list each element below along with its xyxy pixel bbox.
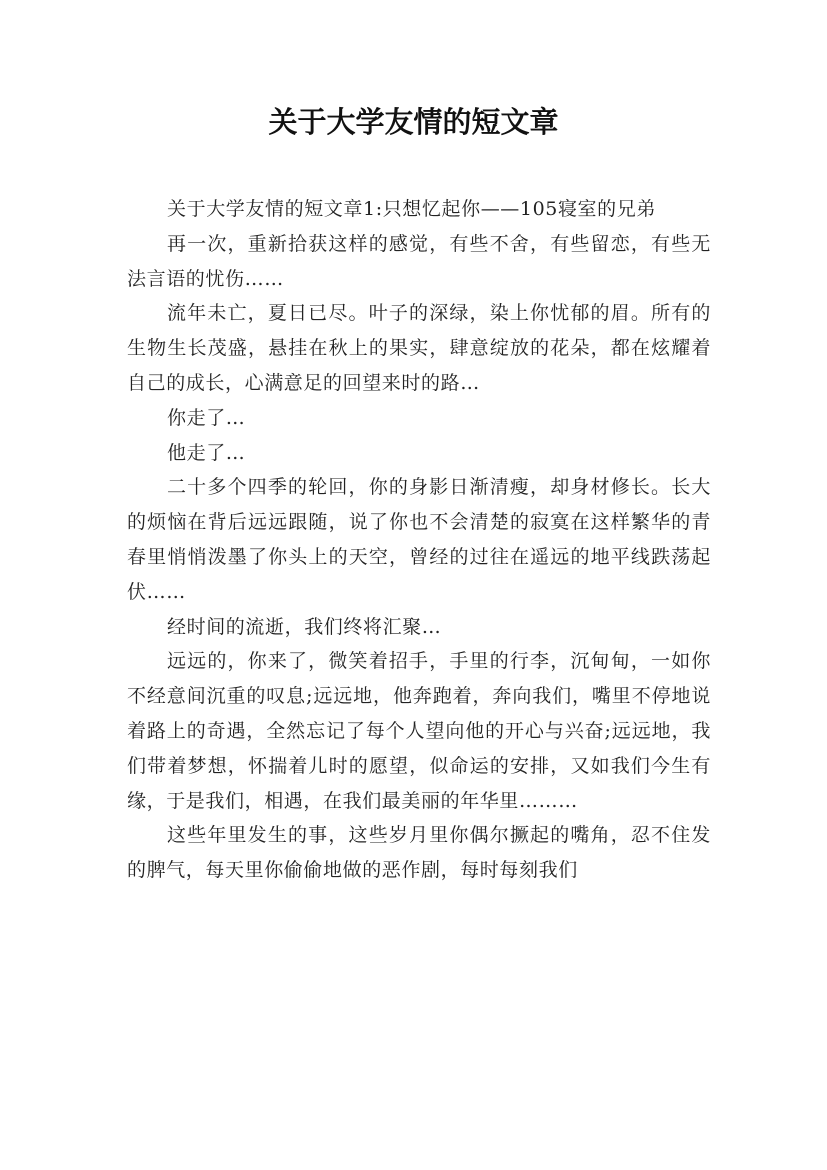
paragraph: 你走了… [167,406,246,429]
document-body [127,192,711,888]
paragraph: 二十多个四季的轮回，你的身影日渐清瘦，却身材修长。长大的烦恼在背后远远跟随，说了你也不会清楚的寂寞在这样繁华的青春里悄悄泼墨了你头上的天空，曾经的过往在遥远的地平线跌荡起伏…… [127,476,711,603]
paragraph: 再一次，重新拾获这样的感觉，有些不舍，有些留恋，有些无法言语的忧伤…… [127,232,711,290]
paragraph: 这些年里发生的事，这些岁月里你偶尔撅起的嘴角，忍不住发的脾气，每天里你偷偷地做的恶作剧，每时每刻我们 [127,824,711,882]
paragraph: 关于大学友情的短文章1:只想忆起你——105寝室的兄弟 [167,198,656,220]
document-title: 关于大学友情的短文章 [268,105,559,139]
paragraph: 他走了… [167,441,246,464]
paragraph: 流年未亡，夏日已尽。叶子的深绿，染上你忧郁的眉。所有的生物生长茂盛，悬挂在秋上的果实，肆意绽放的花朵，都在炫耀着自己的成长，心满意足的回望来时的路… [127,302,711,394]
paragraph: 远远的，你来了，微笑着招手，手里的行李，沉甸甸，一如你不经意间沉重的叹息;远远地，他奔跑着，奔向我们，嘴里不停地说着路上的奇遇，全然忘记了每个人望向他的开心与兴奋;远远地，我们带着梦想，怀揣着儿时的愿望，似命运的安排，又如我们今生有缘，于是我们，相遇，在我们最美丽的年华里……… [127,650,711,812]
paragraph: 经时间的流逝，我们终将汇聚… [167,615,442,638]
